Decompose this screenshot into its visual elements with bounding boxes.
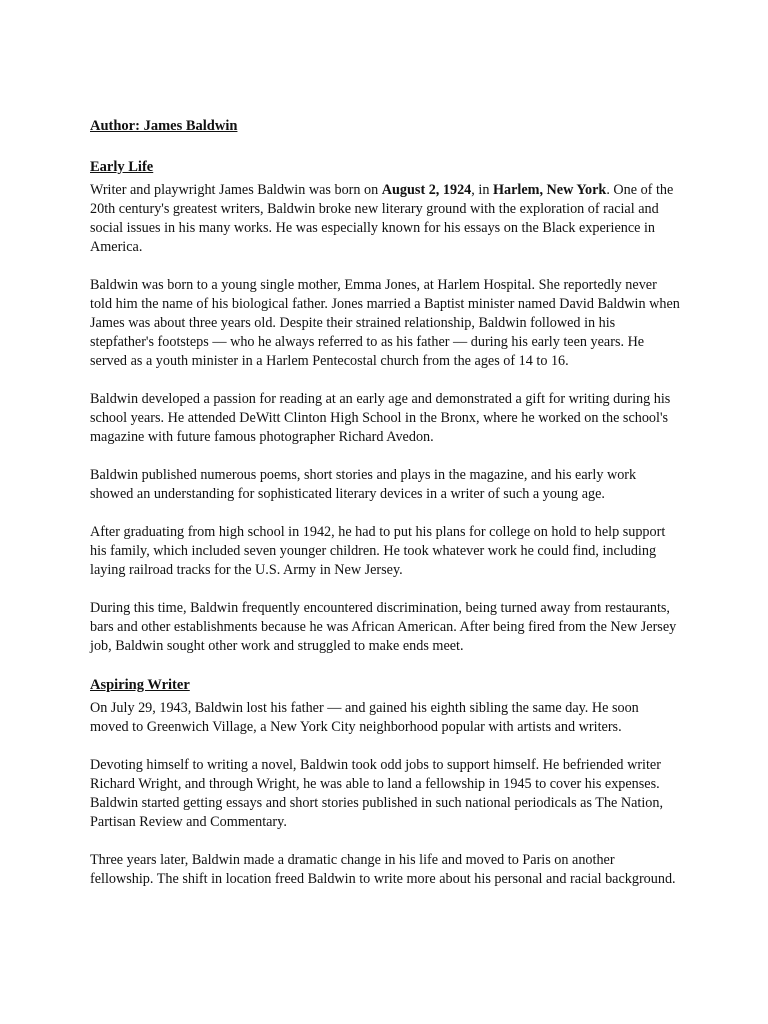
document-body bbox=[90, 117, 680, 908]
paragraph: Three years later, Baldwin made a dramatic change in his life and moved to Paris on another fellowship. The shift in location freed Baldwin to write more about his personal and racial background. bbox=[90, 852, 676, 887]
paragraph-text: . One of the 20th century's greatest writers, Baldwin broke new literary ground with the exploration of racial and social issues in his many works. He was especially known for his essays on the Black experience in America. bbox=[90, 182, 674, 255]
paragraph: On July 29, 1943, Baldwin lost his father — and gained his eighth sibling the same day. He soon moved to Greenwich Village, a New York City neighborhood popular with artists and writers. bbox=[90, 700, 639, 735]
birth-place: Harlem, New York bbox=[492, 182, 607, 198]
paragraph: Baldwin developed a passion for reading at an early age and demonstrated a gift for writing during his school years. He attended DeWitt Clinton High School in the Bronx, where he worked on the school's magazine with future famous photographer Richard Avedon. bbox=[90, 391, 671, 445]
paragraph: During this time, Baldwin frequently encountered discrimination, being turned away from restaurants, bars and other establishments because he was African American. After being fired from the New Jersey job, Baldwin sought other work and struggled to make ends meet. bbox=[90, 600, 677, 654]
paragraph: Baldwin was born to a young single mother, Emma Jones, at Harlem Hospital. She reportedly never told him the name of his biological father. Jones married a Baptist minister named David Baldwin when James was about three years old. Despite their strained relationship, Baldwin followed in his stepfather's footsteps — who he always referred to as his father — during his early teen years. He served as a youth minister in a Harlem Pentecostal church from the ages of 14 to 16. bbox=[90, 277, 680, 369]
paragraph bbox=[90, 181, 680, 257]
section-heading-early-life: Early Life bbox=[90, 159, 154, 175]
paragraph-text: , in bbox=[471, 182, 493, 198]
paragraph: After graduating from high school in 1942, he had to put his plans for college on hold to help support his family, which included seven younger children. He took whatever work he could find, including laying railroad tracks for the U.S. Army in New Jersey. bbox=[90, 524, 666, 578]
birth-date: August 2, 1924 bbox=[381, 182, 472, 198]
paragraph-text: Writer and playwright James Baldwin was born on bbox=[90, 182, 382, 198]
section-heading-aspiring-writer: Aspiring Writer bbox=[90, 677, 190, 693]
paragraph: Baldwin published numerous poems, short stories and plays in the magazine, and his early work showed an understanding for sophisticated literary devices in a writer of such a young age. bbox=[90, 467, 637, 502]
author-heading: Author: James Baldwin bbox=[90, 118, 238, 134]
paragraph: Devoting himself to writing a novel, Baldwin took odd jobs to support himself. He befriended writer Richard Wright, and through Wright, he was able to land a fellowship in 1945 to cover his expenses. Baldwin started getting essays and short stories published in such national periodicals as The Nation, Partisan Review and Commentary. bbox=[90, 757, 664, 830]
